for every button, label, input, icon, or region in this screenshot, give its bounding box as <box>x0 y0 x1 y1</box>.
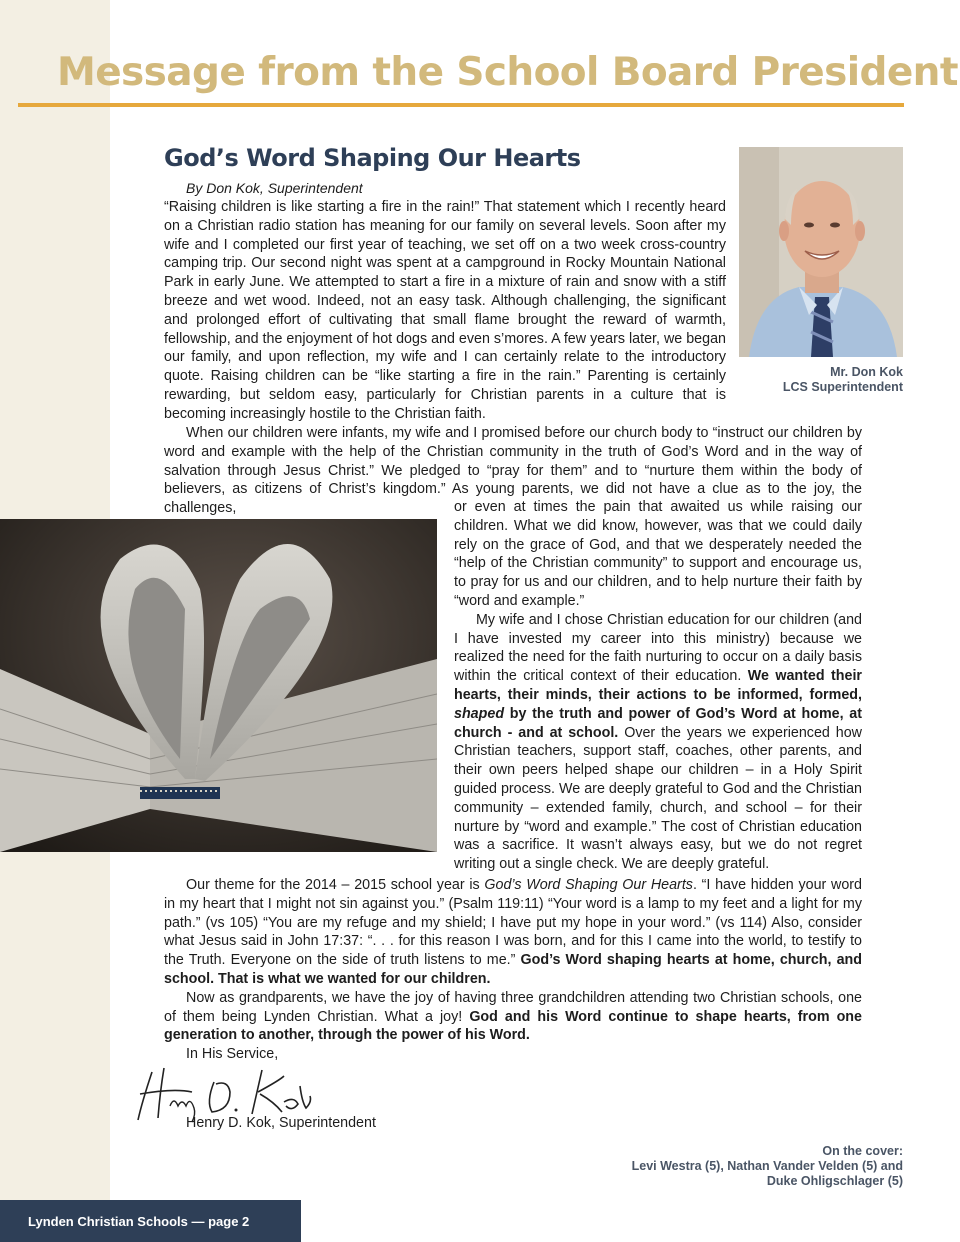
article-title: God’s Word Shaping Our Hearts <box>164 144 581 172</box>
photo-caption-name: Mr. Don Kok <box>830 365 903 379</box>
page-title: Message from the School Board President <box>57 50 958 95</box>
article-paragraph-3 <box>454 611 862 874</box>
paragraph-text: “Raising children is like starting a fire in the rain!” That statement which I recently heard on a Christian radio station has meaning for our family on several levels. Soon after my wife and I completed our first year of teaching, we set off on a two week cross-country camping trip. Our second night was spent at a campground in Rocky Mountain National Park in early June. We attempted to start a fire in a mixture of rain and snow with a stiff breeze and wet wood. Indeed, not an easy task. Although challenging, the significant and prolonged effort of cultivating that small flame brought the reward of warmth, fellowship, and the enjoyment of hot dogs and even s’mores. A few years later, we began our family, and upon reflection, my wife and I can certainly relate to the introductory quote. Raising children can be “like starting a fire in the rain.” Parenting is certainly rewarding, but seldom easy, particularly for Christian parents in a culture that is becoming increasingly hostile to the Christian faith. <box>164 199 726 422</box>
paragraph-text: Over the years we experienced how Christian teachers, support staff, coaches, other parents, and their own peers helped shape our children – in a Holy Spirit guided process. We are deeply grateful to God and the Christian community – extended family, church, and school – for their nurture by “word and example.” The cost of Christian education was a sacrifice. It wasn’t always easy, but we do not regret writing out a single check. We are deeply grateful. <box>454 724 862 873</box>
cover-label: On the cover: <box>822 1144 903 1158</box>
paragraph-text: . “I have hidden your word in my heart that I might not sin against you.” (Psalm 119:11) “Your word is a lamp to my feet and a light for my path.” (vs 105) “You are my refuge and my shield; I have put my hope in your word.” (vs 114) Also, consider what Jesus said in John 17:37: “. . . for this reason I was born, and for this I came into the world, to testify to the Truth. Everyone on the side of truth listens to me.” <box>164 877 862 969</box>
paragraph-text: or even at times the pain that awaited us while raising our children. What we did know, however, was that we could daily rely on the grace of God, and that we desperately needed the “help of the Christian community” to support and encourage us, to pray for us and our children, and to help nurture their faith by “word and example.” <box>454 499 862 609</box>
article-byline: By Don Kok, Superintendent <box>186 180 363 196</box>
cover-credit <box>632 1144 903 1189</box>
cover-line-2: Duke Ohligschlager (5) <box>766 1174 903 1188</box>
emphasis-text: We wanted their hearts, their minds, their actions to be informed, formed, <box>454 668 862 703</box>
article-closing-section <box>164 876 862 1064</box>
bible-heart-photo <box>0 519 437 852</box>
footer-text: Lynden Christian Schools — page 2 <box>28 1213 250 1229</box>
article-paragraph-5 <box>164 989 862 1045</box>
superintendent-photo <box>739 147 903 357</box>
theme-title: God’s Word Shaping Our Hearts <box>484 877 693 893</box>
emphasis-text: by the truth and power of God’s Word at home, at church - and at school. <box>454 705 862 741</box>
article-paragraph-1 <box>164 198 726 424</box>
closing-salutation: In His Service, <box>186 1046 279 1063</box>
footer-bar <box>0 1200 301 1242</box>
paragraph-text: Now as grandparents, we have the joy of having three grandchildren attending two Christian schools, one of them being Lynden Christian. What a joy! <box>164 989 862 1025</box>
cover-line-1: Levi Westra (5), Nathan Vander Velden (5) and <box>631 1159 903 1173</box>
paragraph-text: When our children were infants, my wife and I promised before our church body to “instruct our children by word and example with the help of the Christian community in the truth of God’s Word and in the way of salvation through Jesus Christ.” We pledged to “pray for them” and to “nurture them within the body of believers, as citizens of Christ’s kingdom.” As young parents, we did not have a clue as to the joy, the challenges, <box>164 425 862 517</box>
photo-caption-title: LCS Superintendent <box>782 380 903 394</box>
emphasis-text: God’s Word shaping hearts at home, church, and school. That is what we wanted for our children. <box>164 952 862 987</box>
signer-name: Henry D. Kok, Superintendent <box>186 1115 376 1131</box>
header-divider <box>18 103 904 107</box>
emphasis-text: God and his Word continue to shape hearts, from one generation to another, through the power of his Word. <box>164 1008 862 1044</box>
article-paragraph-4 <box>164 876 862 989</box>
paragraph-text: Our theme for the 2014 – 2015 school year is <box>186 877 480 893</box>
photo-caption <box>760 365 903 395</box>
article-column-beside-image <box>454 498 862 874</box>
paragraph-text: My wife and I chose Christian education for our children (and I have invested my career into this ministry) because we realized the need for the faith nurturing to occur on a daily basis within the critical context of their education. <box>454 611 862 685</box>
emphasis-italic-text: shaped <box>454 705 505 722</box>
